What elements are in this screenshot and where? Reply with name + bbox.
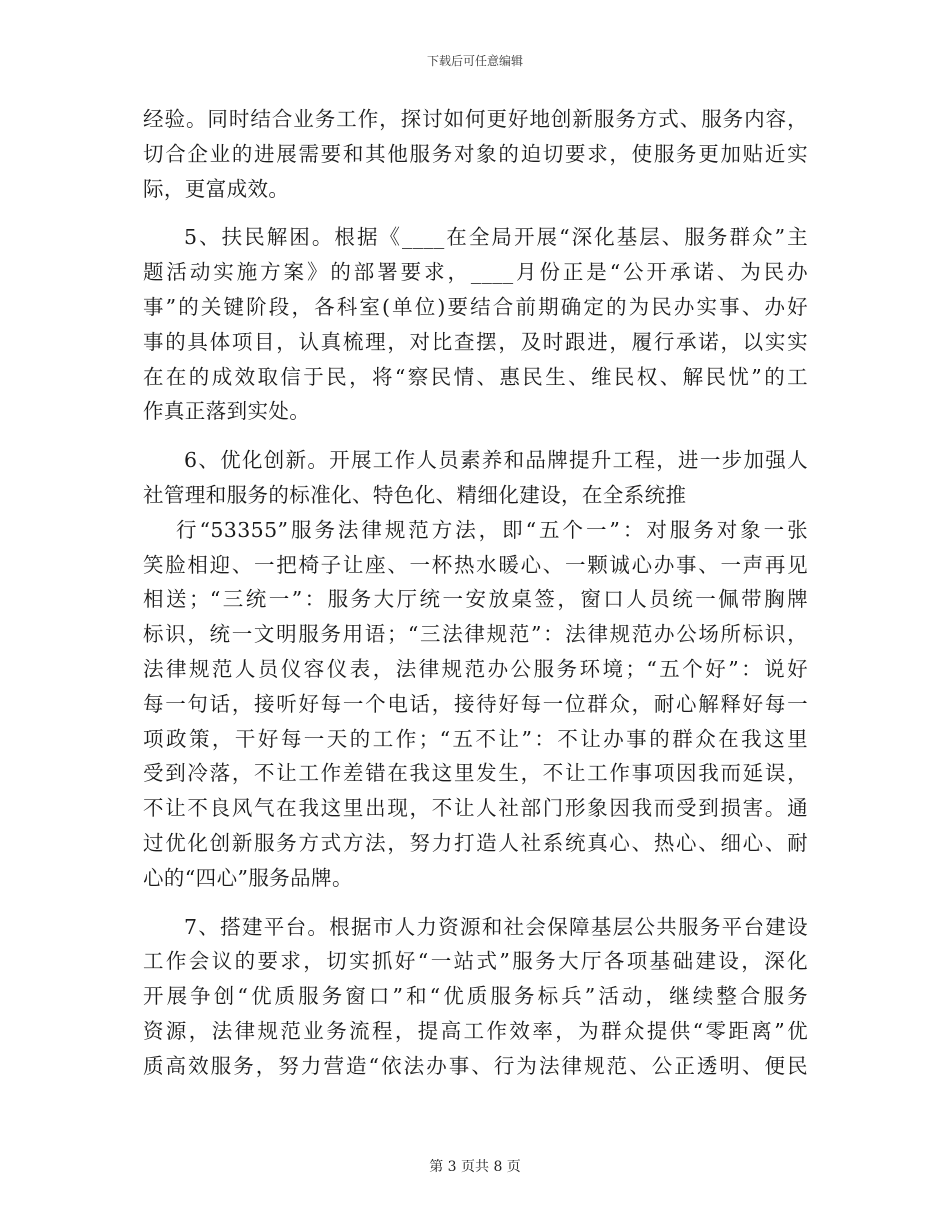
text-line: 际，更富成效。	[143, 176, 290, 201]
text-line: 每一句话，接听好每一个电话，接待好每一位群众，耐心解释好每一	[143, 691, 808, 716]
text-line: 社管理和服务的标准化、特色化、精细化建设，在全系统推	[143, 482, 687, 507]
text-line: 题活动实施方案》的部署要求，____月份正是“公开承诺、为民办	[143, 260, 808, 285]
page-number: 第 3 页共 8 页	[429, 1159, 521, 1175]
text-line: 7、搭建平台。根据市人力资源和社会保障基层公共服务平台建设	[184, 914, 808, 939]
text-line: 不让不良风气在我这里出现，不让人社部门形象因我而受到损害。通	[143, 796, 808, 821]
document-body	[143, 102, 808, 1084]
text-line: 5、扶民解困。根据《____在全局开展“深化基层、服务群众”主	[184, 225, 808, 250]
text-line: 工作会议的要求，切实抓好“一站式”服务大厅各项基础建设，深化	[143, 949, 808, 974]
text-line: 切合企业的进展需要和其他服务对象的迫切要求，使服务更加贴近实	[143, 141, 808, 166]
text-line: 事”的关键阶段，各科室(单位)要结合前期确定的为民办实事、办好	[143, 294, 808, 319]
text-line: 事的具体项目，认真梳理，对比查摆，及时跟进，履行承诺，以实实	[143, 329, 808, 354]
text-line: 行“53355”服务法律规范方法，即“五个一”：对服务对象一张	[176, 517, 808, 542]
text-line: 资源，法律规范业务流程，提高工作效率，为群众提供“零距离”优	[143, 1018, 808, 1043]
text-line: 受到冷落，不让工作差错在我这里发生，不让工作事项因我而延误，	[143, 761, 808, 786]
text-line: 在在的成效取信于民，将“察民情、惠民生、维民权、解民忧”的工	[143, 364, 808, 389]
text-line: 标识，统一文明服务用语；“三法律规范”：法律规范办公场所标识，	[143, 622, 808, 647]
text-line: 笑脸相迎、一把椅子让座、一杯热水暖心、一颗诚心办事、一声再见	[143, 552, 808, 577]
text-line: 相送；“三统一”：服务大厅统一安放桌签，窗口人员统一佩带胸牌	[143, 587, 808, 612]
text-line: 作真正落到实处。	[143, 399, 311, 424]
text-line: 质高效服务，努力营造“依法办事、行为法律规范、公正透明、便民	[143, 1053, 808, 1078]
text-line: 过优化创新服务方式方法，努力打造人社系统真心、热心、细心、耐	[143, 830, 808, 855]
text-line: 经验。同时结合业务工作，探讨如何更好地创新服务方式、服务内容，	[143, 107, 808, 131]
text-line: 项政策，干好每一天的工作；“五不让”：不让办事的群众在我这里	[143, 726, 808, 751]
text-line: 心的“四心”服务品牌。	[143, 865, 353, 890]
page-header: 下载后可任意编辑	[426, 54, 523, 68]
text-line: 开展争创“优质服务窗口”和“优质服务标兵”活动，继续整合服务	[143, 984, 808, 1009]
text-line: 法律规范人员仪容仪表，法律规范办公服务环境；“五个好”：说好	[143, 656, 808, 681]
text-line: 6、优化创新。开展工作人员素养和品牌提升工程，进一步加强人	[184, 448, 808, 473]
